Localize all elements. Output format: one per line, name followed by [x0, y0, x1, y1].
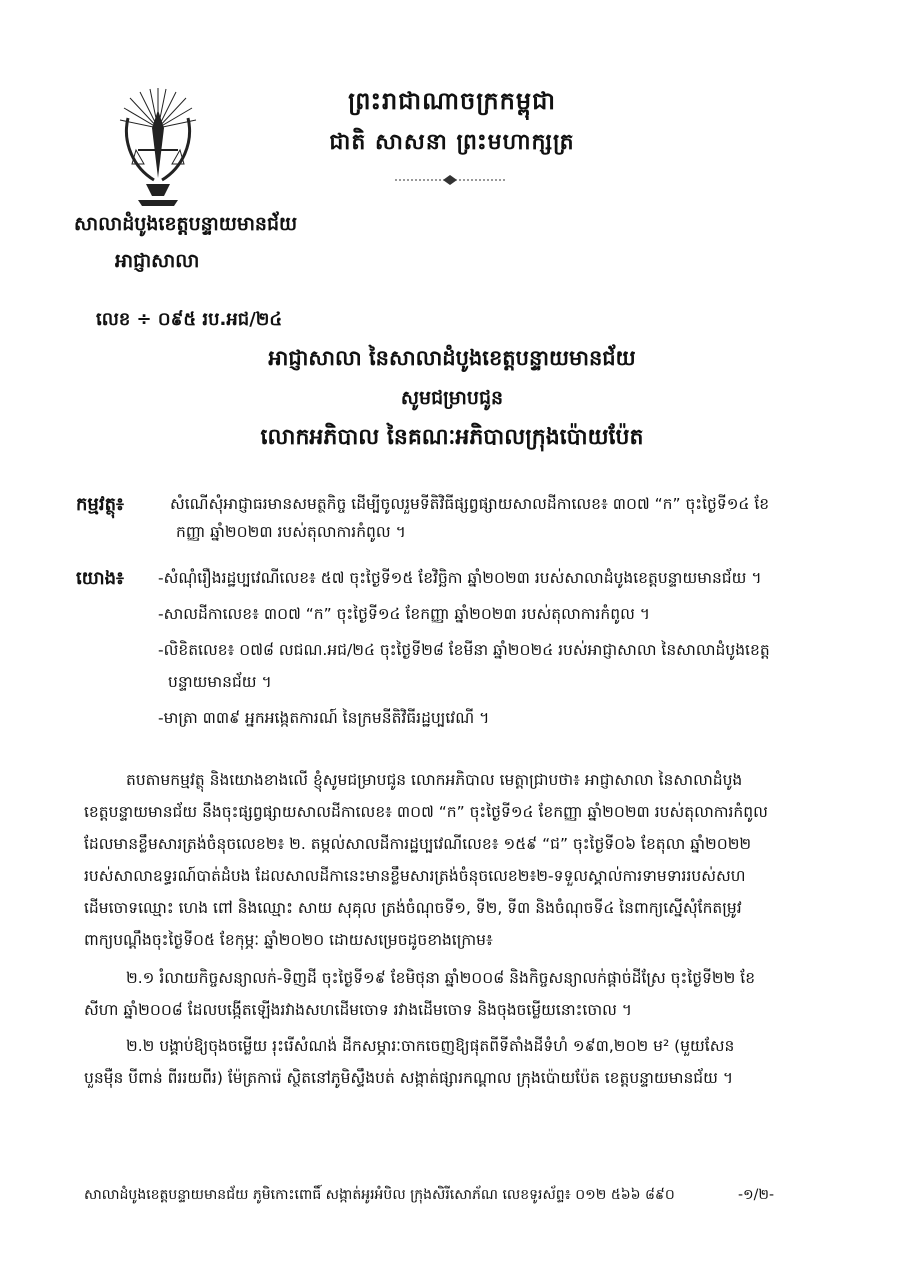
subject-line: កញ្ញា ឆ្នាំ២០២៣ របស់តុលាការកំពូល ។	[176, 523, 406, 541]
reference-item: -លិខិតលេខ៖ ០៧៨ លជណ.អជ/២៤ ចុះថ្ងៃទី២៨ ខែមីនា ឆ្នាំ២០២៤ របស់អាជ្ញាសាលា នៃសាលាដំបូងខេត្ត	[158, 641, 770, 659]
body-line: ២.២ បង្គាប់ឱ្យចុងចម្លើយ រុះរើសំណង់ ដីកសម្ភារៈចាកចេញឱ្យផុតពីទីតាំងដីទំហំ ១៩៣,២០២ ម² (មួយសែន	[126, 1037, 735, 1055]
department-name: អាជ្ញាសាលា	[115, 250, 200, 272]
national-motto: ជាតិ សាសនា ព្រះមហាក្សត្រ	[329, 130, 575, 155]
references-label: យោង៖	[76, 568, 124, 589]
reference-item: -សំណុំរឿងរដ្ឋប្បវេណីលេខ៖ ៥៧ ចុះថ្ងៃទី១៥ ខែវិច្ឆិកា ឆ្នាំ២០២៣ របស់សាលាដំបូងខេត្តបន្ទាយមានជ័យ ។	[158, 569, 762, 587]
letter-recipient: លោកអភិបាល នៃគណៈអភិបាលក្រុងប៉ោយប៉ែត	[260, 425, 644, 450]
body-line: របស់សាលាឧទ្ធរណ៍បាត់ដំបង ដែលសាលដីកានេះមានខ្លឹមសារត្រង់ចំនុចលេខ២៖២-ទទួលស្គាល់ការទាមទាររបស់សហ	[84, 867, 746, 885]
body-line: ដែលមានខ្លឹមសារត្រង់ចំនុចលេខ២៖ ២. តម្កល់សាលដីការដ្ឋប្បវេណីលេខ៖ ១៥៩ “ជ” ចុះថ្ងៃទី០៦ ខែតុលា ឆ្នាំ២០២២	[84, 835, 752, 853]
ornament-divider-icon	[395, 174, 505, 186]
body-line: ខេត្តបន្ទាយមានជ័យ នឹងចុះផ្សព្វផ្សាយសាលដីកាលេខ៖ ៣០៧ “ក” ចុះថ្ងៃទី១៤ ខែកញ្ញា ឆ្នាំ២០២៣ របស់តុលាការកំពូល	[84, 803, 768, 821]
body-line: ២.១ រំលាយកិច្ចសន្យាលក់-ទិញដី ចុះថ្ងៃទី១៩ ខែមិថុនា ឆ្នាំ២០០៨ និងកិច្ចសន្យាលក់ផ្តាច់ដីស្រែ ចុះថ្ងៃទី២២ ខែ	[126, 969, 756, 987]
court-name: សាលាដំបូងខេត្តបន្ទាយមានជ័យ	[74, 213, 298, 235]
kingdom-title: ព្រះរាជាណាចក្រកម្ពុជា	[348, 87, 556, 115]
letter-respect: សូមជម្រាបជូន	[400, 387, 504, 409]
reference-item: -សាលដីកាលេខ៖ ៣០៧ “ក” ចុះថ្ងៃទី១៤ ខែកញ្ញា ឆ្នាំ២០២៣ របស់តុលាការកំពូល ។	[158, 605, 651, 623]
subject-label: កម្មវត្ថុ៖	[76, 494, 124, 515]
body-line: សីហា ឆ្នាំ២០០៨ ដែលបង្កើតឡើងរវាងសហដើមចោទ រវាងដើមចោទ និងចុងចម្លើយនោះចោល ។	[84, 1001, 632, 1019]
body-line: ដើមចោទឈ្មោះ ហេង ពៅ និងឈ្មោះ សាយ សុគុល ត្រង់ចំណុចទី១, ទី២, ទី៣ និងចំណុចទី៤ នៃពាក្យស្នើសុំកែតម្រូវ	[84, 899, 742, 917]
page-number: -១/២-	[738, 1187, 775, 1203]
subject-line: សំណើសុំអាជ្ញាធរមានសមត្ថកិច្ច ដើម្បីចូលរួមទីតិវិធីផ្សព្វផ្សាយសាលដីកាលេខ៖ ៣០៧ “ក” ចុះថ្ងៃទី១៤ ខែ	[170, 495, 770, 513]
body-line: តបតាមកម្មវត្ថុ និងយោងខាងលើ ខ្ញុំសូមជម្រាបជូន លោកអភិបាល មេត្តាជ្រាបថា៖ អាជ្ញាសាលា នៃសាលាដំបូង	[126, 771, 743, 789]
reference-item: បន្ទាយមានជ័យ ។	[168, 673, 272, 691]
body-line: បួនម៉ឺន បីពាន់ ពីររយពីរ) ម៉ែត្រការ៉េ ស្ថិតនៅភូមិស្ទឹងបត់ សង្កាត់ផ្សារកណ្តាល ក្រុងប៉ោយប៉ែត ខេត្តបន្ទាយមានជ័យ ។	[84, 1069, 734, 1087]
reference-item: -មាត្រា ៣៣៩ អ្នកអង្កេតការណ៍ នៃក្រមនីតិវិធីរដ្ឋប្បវេណី ។	[158, 709, 490, 727]
reference-number: លេខ ÷ ០៩៥ រប.អជ/២៤	[96, 309, 283, 330]
letter-from: អាជ្ញាសាលា នៃសាលាដំបូងខេត្តបន្ទាយមានជ័យ	[268, 346, 636, 370]
body-line: ពាក្យបណ្តឹងចុះថ្ងៃទី០៥ ខែកុម្ភៈ ឆ្នាំ២០២០ ដោយសម្រេចដូចខាងក្រោម៖	[84, 931, 493, 949]
footer-address: សាលាដំបូងខេត្តបន្ទាយមានជ័យ ភូមិកោះពោធិ៍ សង្កាត់អូរអំបិល ក្រុងសិរីសោភ័ណ លេខទូរស័ព្ទ៖ ០១២ ៥៦៦ ៨៩០	[84, 1187, 675, 1203]
